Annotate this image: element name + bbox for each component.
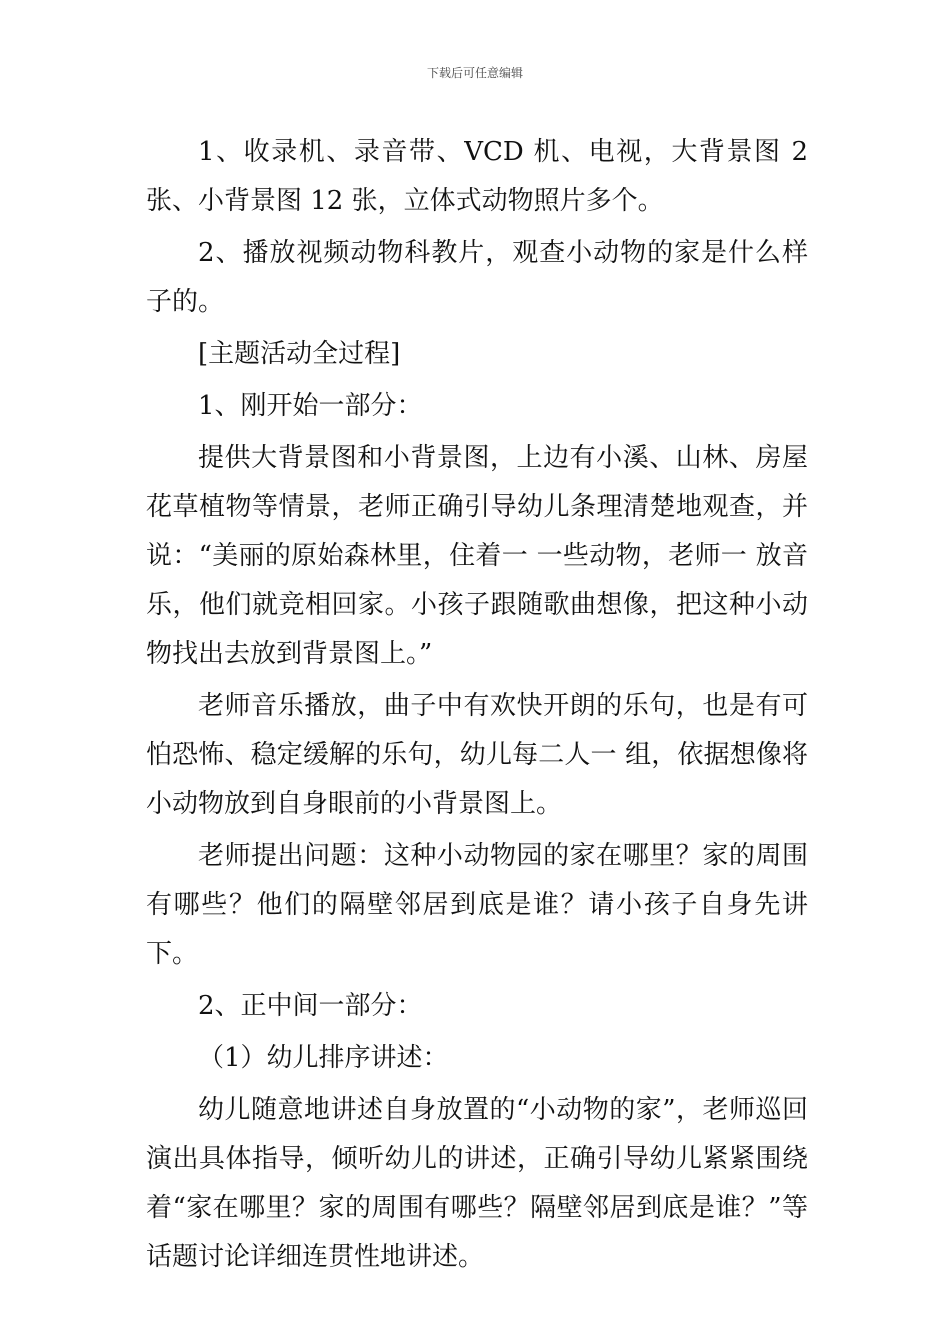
document-body [146,128,808,1285]
paragraph-backgrounds: 提供大背景图和小背景图，上边有小溪、山林、房屋花草植物等情景，老师正确引导幼儿条理清楚地观查，并说：“美丽的原始森林里，住着一 一些动物，老师一 放音乐，他们就竞相回家。小孩子跟随歌曲想像，把这种小动物找出去放到背景图上。” [146,443,808,669]
page-header: 下载后可任意编辑 [426,66,523,80]
subheading-part-2: 2、正中间一部分： [198,991,423,1021]
paragraph-narration: 幼儿随意地讲述自身放置的“小动物的家”，老师巡回演出具体指导，倾听幼儿的讲述，正确引导幼儿紧紧围绕着“家在哪里？家的周围有哪些？隔壁邻居到底是谁？”等话题讨论详细连贯性地讲述。 [146,1095,808,1272]
paragraph-questions: 老师提出问题：这种小动物园的家在哪里？家的周围有哪些？他们的隔壁邻居到底是谁？请小孩子自身先讲下。 [146,841,808,969]
subheading-narration: （1）幼儿排序讲述： [198,1043,449,1073]
section-heading-process: [主题活动全过程] [198,339,401,369]
paragraph-materials-1: 1、收录机、录音带、VCD 机、电视，大背景图 2 张、小背景图 12 张，立体式动物照片多个。 [146,137,808,216]
paragraph-music: 老师音乐播放，曲子中有欢快开朗的乐句，也是有可怕恐怖、稳定缓解的乐句，幼儿每二人一 组，依据想像将小动物放到自身眼前的小背景图上。 [146,691,808,819]
subheading-part-1: 1、刚开始一部分： [198,391,423,421]
paragraph-materials-2: 2、播放视频动物科教片，观查小动物的家是什么样子的。 [146,238,808,317]
